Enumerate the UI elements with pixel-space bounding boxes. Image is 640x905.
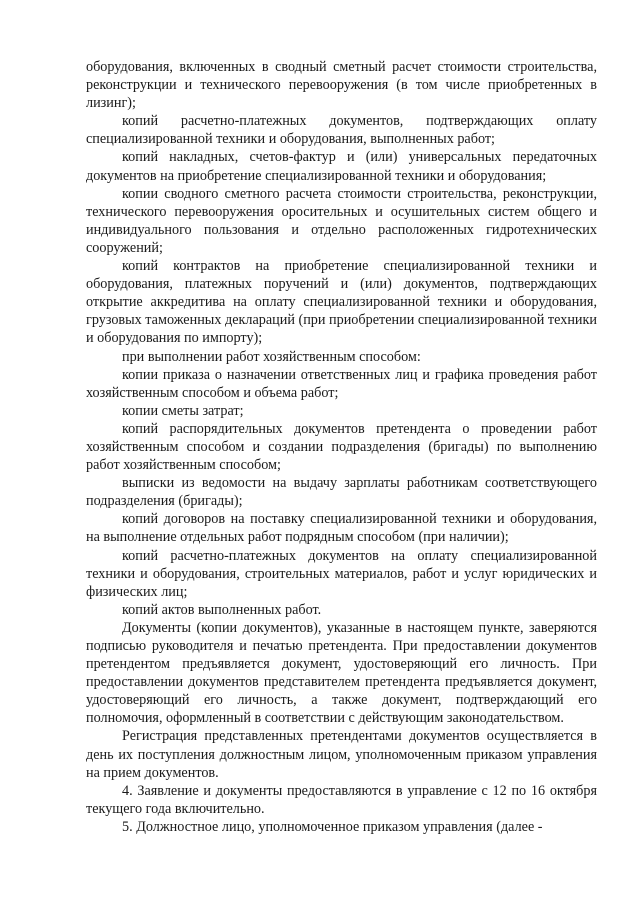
paragraph: копий договоров на поставку специализированной техники и оборудования, на выполнение отдельных работ подрядным способом (при наличии);	[86, 511, 597, 546]
paragraph: при выполнении работ хозяйственным способом:	[122, 348, 421, 365]
paragraph: копий актов выполненных работ.	[122, 601, 322, 618]
paragraph: копий расчетно-платежных документов, подтверждающих оплату специализированной техники и оборудования, выполненных работ;	[86, 113, 597, 148]
paragraph: копий расчетно-платежных документов на оплату специализированной техники и оборудования, строительных материалов, работ и услуг юридических и физических лиц;	[86, 547, 597, 600]
paragraph: 5. Должностное лицо, уполномоченное приказом управления (далее -	[122, 818, 543, 835]
paragraph: выписки из ведомости на выдачу зарплаты работникам соответствующего подразделения (бригады);	[86, 475, 597, 510]
paragraph: копий накладных, счетов-фактур и (или) универсальных передаточных документов на приобретение специализированной техники и оборудования;	[86, 149, 597, 184]
paragraph: копий контрактов на приобретение специализированной техники и оборудования, платежных поручений и (или) документов, подтверждающих открытие аккредитива на оплату специализированной техники и оборудования, грузовых таможенных деклараций (при приобретении специализированной техники и оборудования по импорту);	[86, 258, 597, 347]
paragraph: копии приказа о назначении ответственных лиц и графика проведения работ хозяйственным способом и объема работ;	[86, 366, 597, 401]
paragraph: копии сметы затрат;	[122, 402, 244, 419]
document-page	[86, 58, 597, 836]
paragraph: оборудования, включенных в сводный сметный расчет стоимости строительства, реконструкции и технического перевооружения (в том числе приобретенных в лизинг);	[86, 59, 597, 112]
paragraph: копии сводного сметного расчета стоимости строительства, реконструкции, технического перевооружения оросительных и осушительных систем общего и индивидуального пользования и отдельно расположенных гидротехнических сооружений;	[86, 185, 597, 256]
paragraph: копий распорядительных документов претендента о проведении работ хозяйственным способом и создании подразделения (бригады) по выполнению работ хозяйственным способом;	[86, 420, 597, 474]
paragraph: Регистрация представленных претендентами документов осуществляется в день их поступления должностным лицом, уполномоченным приказом управления на прием документов.	[86, 728, 597, 781]
paragraph: Документы (копии документов), указанные в настоящем пункте, заверяются подписью руководителя и печатью претендента. При предоставлении документов претендентом предъявляется документ, удостоверяющий его личность. При предоставлении документов представителем претендента предъявляется документ, удостоверяющий его личность, а также документ, подтверждающий его полномочия, оформленный в соответствии с действующим законодательством.	[86, 619, 597, 727]
paragraph: 4. Заявление и документы предоставляются в управление с 12 по 16 октября текущего года включительно.	[86, 782, 597, 817]
